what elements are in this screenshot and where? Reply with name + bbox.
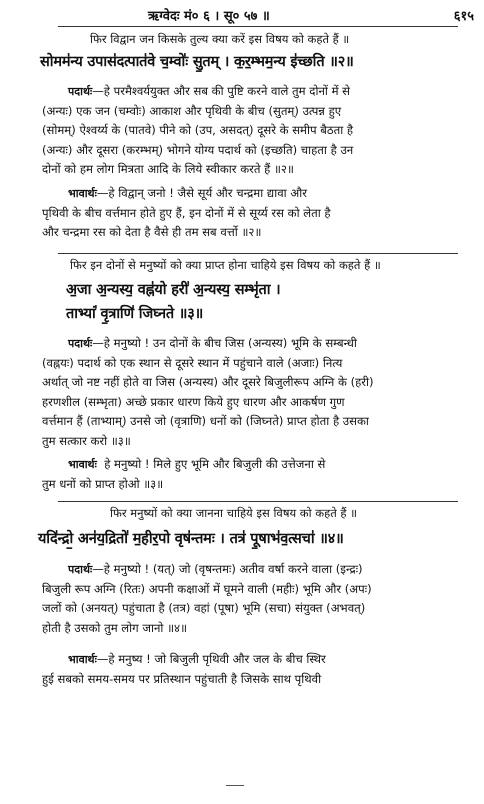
padartha-label: पदार्थः (68, 563, 93, 576)
padartha-line: तुम सत्कार करो ॥३॥ (42, 433, 131, 448)
section-intro: फिर विद्वान जन किसके तुल्य क्या करें इस विषय को कहते हैं ॥ (90, 32, 350, 46)
section-divider (58, 253, 458, 254)
padartha-line: वर्त्तमान हैं (ताभ्याम्) उनसे जो (वृत्राणि) धनों को (जिघ्नते) प्राप्त होता है उसका (42, 414, 369, 428)
mantra-line: ताभ्यां॑ वृ॒त्राणि॑ जिघ्नते ॥३॥ (66, 306, 204, 322)
bhavartha-line: पृथिवी के बीच वर्त्तमान होते हुए हैं, इन दोनों में से सूर्य्य रस को लेता है (42, 205, 331, 220)
bhavartha-line: हुई सबको समय-समय पर प्रतिस्थान पहुंचाती है जिसके साथ पृथिवी (42, 671, 322, 686)
section-intro: फिर मनुष्यों को क्या जानना चाहिये इस विषय को कहते हैं ॥ (110, 506, 358, 520)
footer-mark (226, 785, 244, 786)
padartha-line: बिजुली रूप अग्नि (रितः) अपनी कक्षाओं में घूमने वाली (महीः) भूमि और (अपः) (42, 581, 372, 596)
mantra-line: सोमम॑न्य उपास॑दत्पात॑वे च॒म्वोः॑ सु॒तम् । क॒र॒म्भम॒न्य इ॑च्छति ॥२॥ (40, 54, 354, 70)
bhavartha-block (42, 184, 478, 243)
padartha-line: —हे मनुष्यो ! (यत्) जो (वृषन्तमः) अतीव वर्षा करने वाला (इन्द्रः) (92, 562, 363, 576)
mantra-line: यदि॑न्द्रो॒ अन॑य॒द्रितो॑ म॒हीर॒पो वृष॑न्तमः । तत्र॑ पू॒षाभ॑व॒त्सचा॑ ॥४॥ (38, 531, 344, 547)
bhavartha-line: हे मनुष्यो ! मिले हुए भूमि और बिजुली की उत्तेजना से (104, 457, 326, 471)
bhavartha-line: —हे मनुष्य ! जो बिजुली पृथिवी और जल के बीच स्थिर (96, 652, 326, 666)
bhavartha-label: भावार्थः (68, 653, 97, 666)
bhavartha-line: तुम धनों को प्राप्त होओ ॥३॥ (42, 476, 164, 491)
mantra-line: अ॒जा अ॒न्यस्य॒ वह्न॑यो हरी॑ अ॒न्यस्य॒ सम्भृ॑ता । (66, 282, 281, 298)
page-number: ६१५ (453, 9, 474, 24)
bhavartha-line: —हे विद्वान् जनो ! जैसे सूर्य और चन्द्रमा द्यावा और (96, 186, 307, 200)
padartha-block (42, 334, 478, 451)
bhavartha-line: और चन्द्रमा रस को देता है वैसे ही तम सब वर्त्तो ॥२॥ (42, 225, 262, 239)
section-intro: फिर इन दोनों से मनुष्यों को क्या प्राप्त होना चाहिये इस विषय को कहते हैं ॥ (70, 258, 381, 272)
padartha-block (42, 82, 478, 180)
padartha-line: अर्थात् जो नष्ट नहीं होते वा जिस (अन्यस्य) और दूसरे बिजुलीरूप अग्नि के (हरी) (42, 375, 374, 389)
bhavartha-label: भावार्थः (68, 187, 97, 200)
padartha-line: (सोमम्) ऐश्वर्य्य के (पातवे) पीने को (उप, असदत्) दूसरे के समीप बैठता है (42, 123, 354, 137)
bhavartha-block (42, 455, 478, 494)
padartha-line: दोनों को हम लोग मित्रता आदि के लिये स्वीकार करते हैं ॥२॥ (42, 162, 294, 176)
padartha-line: (अन्यः) एक जन (चम्वोः) आकाश और पृथिवी के बीच (सुतम्) उत्पन्न हुए (42, 103, 342, 118)
padartha-line: हरणशील (सम्भृता) अच्छे प्रकार धारण किये हुए धारण और आकर्षण गुण (42, 394, 345, 409)
bhavartha-block (42, 650, 478, 689)
padartha-line: (वह्नयः) पदार्थ को एक स्थान से दूसरे स्थान में पहुंचाने वाले (अजाः) नित्य (42, 355, 343, 370)
header-rule (58, 26, 458, 27)
padartha-line: —हे परमैश्वर्ययुक्त और सब की पुष्टि करने वाले तुम दोनों में से (92, 84, 351, 98)
running-header: ऋग्वेदः मं० ६ । सू० ५७ ॥ (148, 9, 270, 24)
padartha-label: पदार्थः (68, 85, 93, 98)
padartha-line: —हे मनुष्यो ! उन दोनों के बीच जिस (अन्यस्य) भूमि के सम्बन्धी (92, 336, 357, 350)
section-divider (58, 501, 458, 502)
padartha-label: पदार्थः (68, 337, 93, 350)
padartha-block (42, 560, 478, 638)
padartha-line: होती है उसको तुम लोग जानो ॥४॥ (42, 620, 188, 635)
padartha-line: जलों को (अनयत्) पहुंचाता है (तत्र) वहां (पूषा) भूमि (सचा) संयुक्त (अभवत्) (42, 601, 366, 615)
bhavartha-label: भावार्थः (68, 458, 97, 471)
padartha-line: (अन्यः) और दूसरा (करम्भम्) भोगने योग्य पदार्थ को (इच्छति) चाहता है उन (42, 142, 354, 157)
